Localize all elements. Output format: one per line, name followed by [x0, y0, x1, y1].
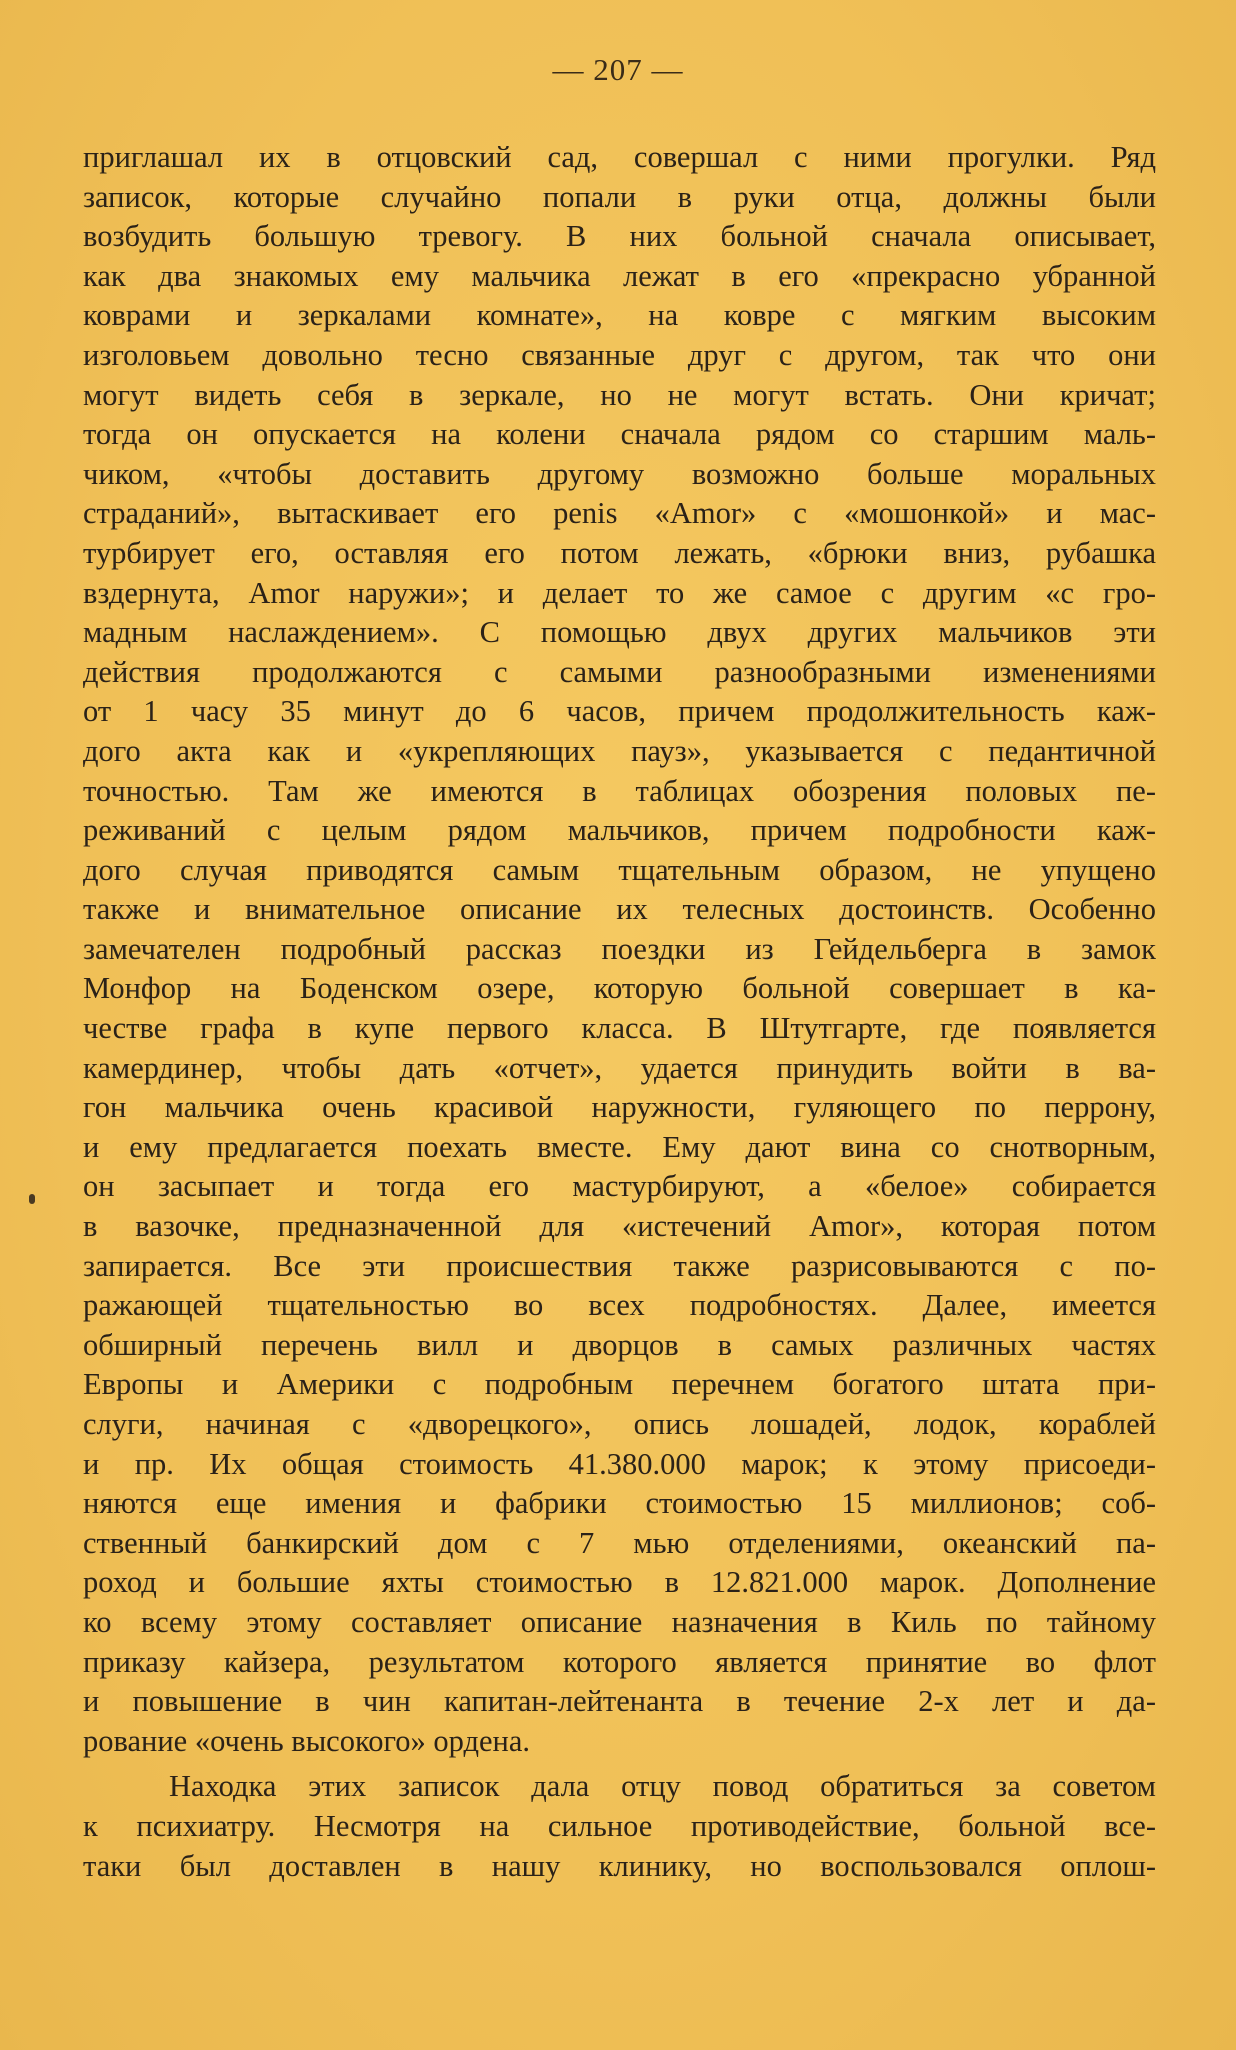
text-line: он засыпает и тогда его мастурбируют, а «белое» собирается	[83, 1169, 1156, 1204]
text-line: тогда он опускается на колени сначала рядом со старшим маль-	[83, 417, 1156, 452]
text-line: приказу кайзера, результатом которого является принятие во флот	[83, 1644, 1156, 1679]
text-line: мадным наслаждением». С помощью двух других мальчиков эти	[83, 615, 1156, 650]
text-line: как два знакомых ему мальчика лежат в его «прекрасно убранной	[83, 258, 1156, 293]
text-line: приглашал их в отцовский сад, совершал с ними прогулки. Ряд	[83, 140, 1156, 174]
text-line: честве графа в купе первого класса. В Штутгарте, где появляется	[83, 1011, 1156, 1046]
text-line: и ему предлагается поехать вместе. Ему дают вина со снотворным,	[83, 1129, 1156, 1164]
text-line: изголовьем довольно тесно связанные друг с другом, так что они	[83, 337, 1156, 372]
text-line: замечателен подробный рассказ поездки из Гейдельберга в замок	[83, 931, 1156, 966]
text-line: реживаний с целым рядом мальчиков, причем подробности каж-	[83, 813, 1156, 848]
text-line: дого случая приводятся самым тщательным образом, не упущено	[83, 852, 1156, 887]
text-line: камердинер, чтобы дать «отчет», удается принудить войти в ва-	[83, 1050, 1156, 1085]
text-line: няются еще имения и фабрики стоимостью 15 миллионов; соб-	[83, 1486, 1156, 1521]
text-line: от 1 часу 35 минут до 6 часов, причем продолжительность каж-	[83, 694, 1156, 729]
text-line: Находка этих записок дала отцу повод обратиться за советом	[169, 1769, 1156, 1804]
text-line: возбудить большую тревогу. В них больной сначала описывает,	[83, 219, 1156, 254]
text-line: дого акта как и «укрепляющих пауз», указывается с педантичной	[83, 733, 1156, 768]
text-line: и пр. Их общая стоимость 41.380.000 марок; к этому присоеди-	[83, 1446, 1156, 1481]
text-line: точностью. Там же имеются в таблицах обозрения половых пе-	[83, 773, 1156, 808]
text-line: запирается. Все эти происшествия также разрисовываются с по-	[83, 1248, 1156, 1283]
text-line: также и внимательное описание их телесных достоинств. Особенно	[83, 892, 1156, 927]
text-line: коврами и зеркалами комнате», на ковре с мягким высоким	[83, 298, 1156, 333]
text-line: к психиатру. Несмотря на сильное противодействие, больной все-	[83, 1808, 1156, 1843]
paragraph	[83, 1767, 1156, 1886]
text-line: гон мальчика очень красивой наружности, гуляющего по перрону,	[83, 1090, 1156, 1125]
text-line: Монфор на Боденском озере, которую больной совершает в ка-	[83, 971, 1156, 1006]
text-line: действия продолжаются с самыми разнообразными изменениями	[83, 654, 1156, 689]
text-line: ко всему этому составляет описание назначения в Киль по тайному	[83, 1604, 1156, 1639]
text-line: обширный перечень вилл и дворцов в самых различных частях	[83, 1327, 1156, 1362]
page-number: — 207 —	[552, 52, 684, 87]
text-line: ственный банкирский дом с 7 мью отделениями, океанский па-	[83, 1525, 1156, 1560]
text-line: страданий», вытаскивает его penis «Amor» с «мошонкой» и мас-	[83, 496, 1156, 531]
text-line: турбирует его, оставляя его потом лежать, «брюки вниз, рубашка	[83, 535, 1156, 570]
text-line: чиком, «чтобы доставить другому возможно больше моральных	[83, 456, 1156, 491]
body-text	[83, 138, 1156, 1886]
text-line: роход и большие яхты стоимостью в 12.821.000 марок. Дополнение	[83, 1565, 1156, 1600]
text-line: таки был доставлен в нашу клинику, но воспользовался оплош-	[83, 1848, 1156, 1883]
text-line: вздернута, Amor наружи»; и делает то же самое с другим «с гро-	[83, 575, 1156, 610]
text-line: Европы и Америки с подробным перечнем богатого штата при-	[83, 1367, 1156, 1402]
text-line: и повышение в чин капитан-лейтенанта в течение 2-х лет и да-	[83, 1684, 1156, 1719]
text-line: рование «очень высокого» ордена.	[83, 1723, 531, 1758]
text-line: записок, которые случайно попали в руки отца, должны были	[83, 179, 1156, 214]
paragraph	[83, 138, 1156, 1761]
text-line: ражающей тщательностью во всех подробностях. Далее, имеется	[83, 1288, 1156, 1323]
text-line: могут видеть себя в зеркале, но не могут встать. Они кричат;	[83, 377, 1156, 412]
text-line: слуги, начиная с «дворецкого», опись лошадей, лодок, кораблей	[83, 1407, 1156, 1441]
margin-mark	[29, 1194, 35, 1204]
text-line: в вазочке, предназначенной для «истечений Amor», которая потом	[83, 1209, 1156, 1244]
